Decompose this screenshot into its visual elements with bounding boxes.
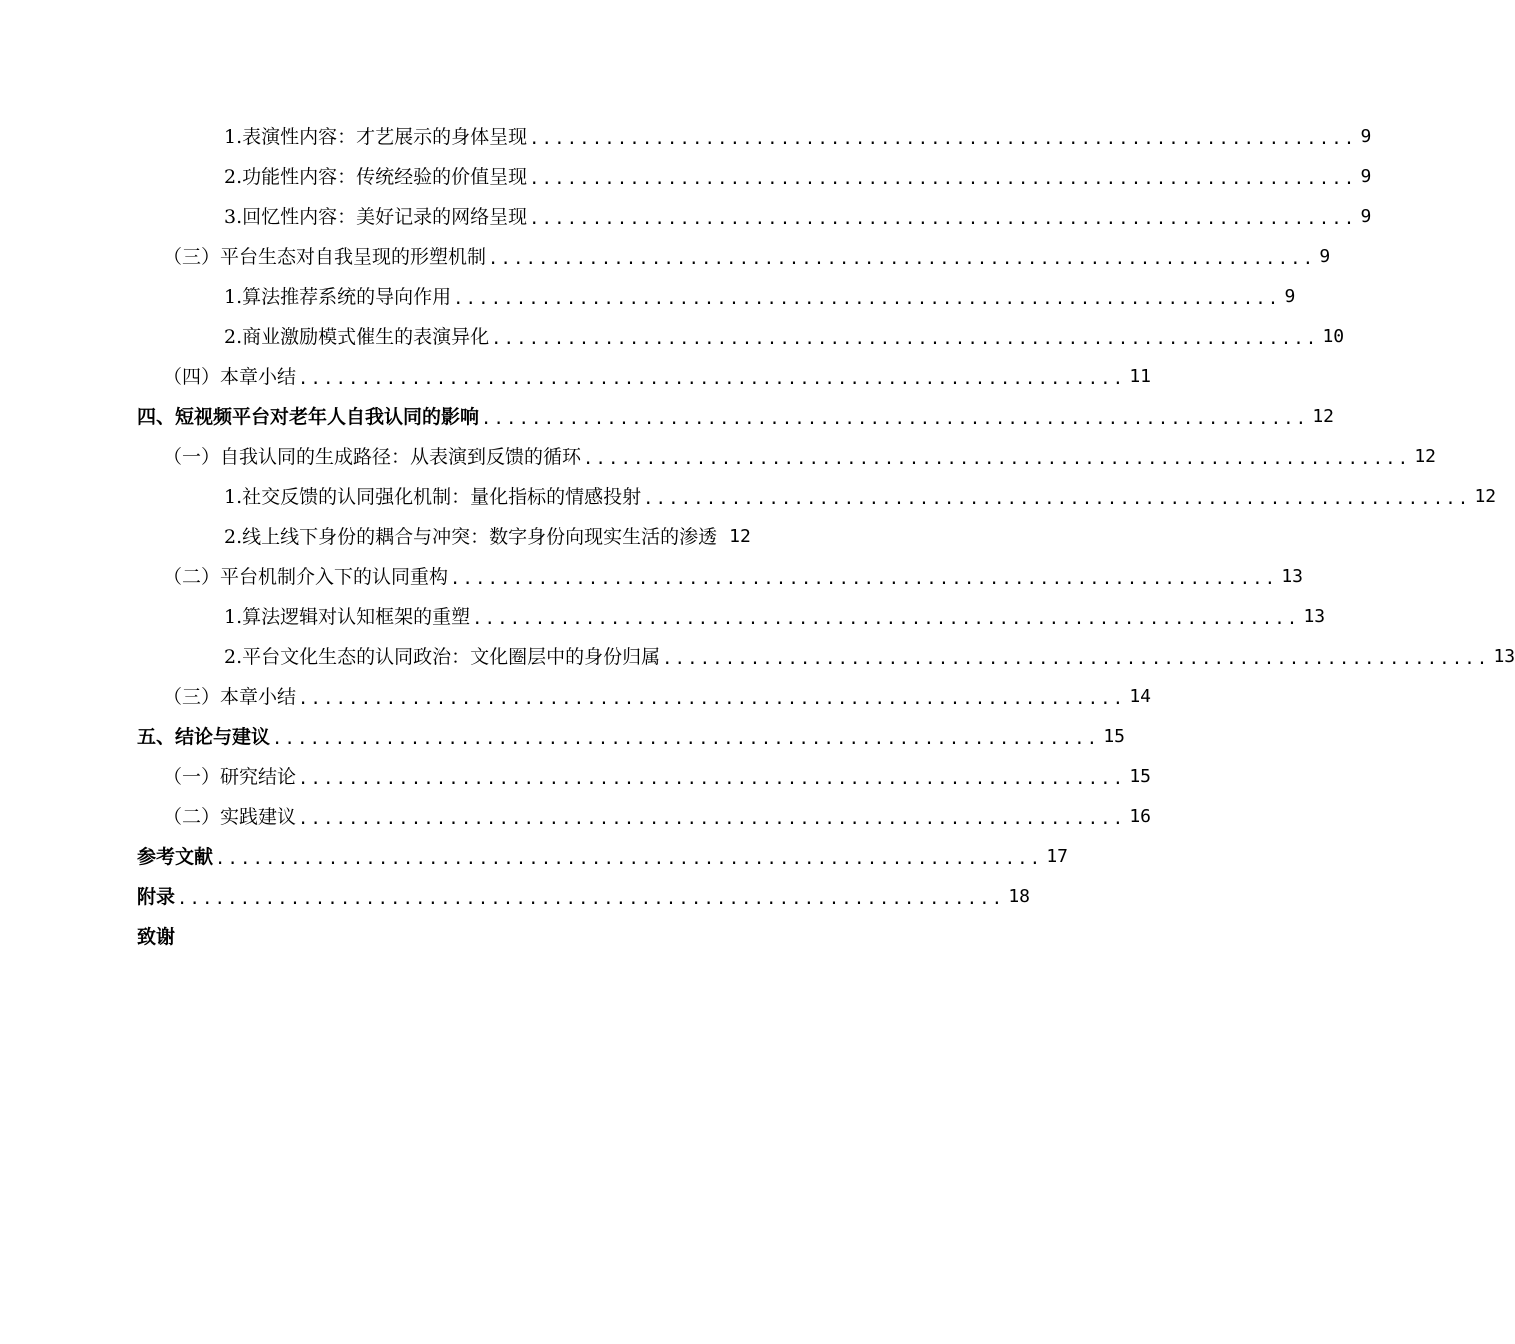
- toc-entry[interactable]: [0, 477, 1497, 517]
- toc-entry[interactable]: [0, 197, 1372, 237]
- toc-entry[interactable]: [0, 237, 1331, 277]
- toc-entry-title: 2.线上线下身份的耦合与冲突：数字身份向现实生活的渗透: [224, 526, 718, 548]
- toc-entry-title: （一）自我认同的生成路径：从表演到反馈的循环: [163, 446, 582, 468]
- toc-entry[interactable]: [0, 637, 1515, 677]
- table-of-contents: [0, 117, 1515, 957]
- toc-entry-title: （三）平台生态对自我呈现的形塑机制: [163, 246, 487, 268]
- toc-page-number: 16: [1129, 806, 1152, 827]
- toc-entry-title: 1.算法推荐系统的导向作用: [224, 286, 452, 308]
- toc-page-number: 13: [1493, 646, 1515, 667]
- toc-entry-title: （二）实践建议: [163, 806, 297, 828]
- toc-dot-leader: ..................................................................: [450, 569, 1278, 589]
- toc-page-number: 18: [1008, 886, 1031, 907]
- toc-page-number: 15: [1129, 766, 1152, 787]
- toc-page-number: 13: [1303, 606, 1326, 627]
- toc-chapter-entry[interactable]: [0, 717, 1126, 757]
- toc-entry-title: 2.功能性内容：传统经验的价值呈现: [224, 166, 528, 188]
- toc-entry[interactable]: [0, 317, 1345, 357]
- toc-entry-title: （二）平台机制介入下的认同重构: [163, 566, 449, 588]
- toc-entry[interactable]: [0, 117, 1372, 157]
- toc-entry[interactable]: [0, 677, 1152, 717]
- toc-entry-title: 2.平台文化生态的认同政治：文化圈层中的身份归属: [224, 646, 661, 668]
- toc-chapter-entry[interactable]: [0, 397, 1335, 437]
- toc-entry-title: 2.商业激励模式催生的表演异化: [224, 326, 490, 348]
- toc-entry-title: （三）本章小结: [163, 686, 297, 708]
- toc-dot-leader: ..................................................................: [177, 889, 1005, 909]
- toc-entry-title: 四、短视频平台对老年人自我认同的影响: [137, 406, 480, 428]
- toc-dot-leader: ..................................................................: [481, 409, 1309, 429]
- toc-page-number: 9: [1360, 166, 1372, 187]
- toc-page-number: 14: [1129, 686, 1152, 707]
- toc-entry-title: 1.算法逻辑对认知框架的重塑: [224, 606, 471, 628]
- toc-dot-leader: ..................................................................: [298, 769, 1126, 789]
- toc-dot-leader: ..................................................................: [272, 729, 1100, 749]
- toc-entry-title: 参考文献: [137, 846, 214, 868]
- toc-page-number: 13: [1281, 566, 1304, 587]
- toc-chapter-entry[interactable]: [0, 917, 950, 957]
- toc-entry[interactable]: [0, 437, 1437, 477]
- toc-dot-leader: ..................................................................: [529, 209, 1357, 229]
- toc-dot-leader: ..................................................................: [453, 289, 1281, 309]
- toc-page-number: 9: [1284, 286, 1296, 307]
- toc-dot-leader: ..................................................................: [491, 329, 1319, 349]
- toc-page-number: 12: [1474, 486, 1497, 507]
- toc-page-number: 17: [1046, 846, 1069, 867]
- toc-entry-title: （四）本章小结: [163, 366, 297, 388]
- toc-entry-title: 1.表演性内容：才艺展示的身体呈现: [224, 126, 528, 148]
- toc-entry[interactable]: [0, 797, 1152, 837]
- toc-entry[interactable]: [0, 157, 1372, 197]
- toc-dot-leader: ..................................................................: [215, 849, 1043, 869]
- toc-chapter-entry[interactable]: [0, 877, 1031, 917]
- toc-chapter-entry[interactable]: [0, 837, 1069, 877]
- toc-entry-title: 1.社交反馈的认同强化机制：量化指标的情感投射: [224, 486, 642, 508]
- toc-dot-leader: ..................................................................: [298, 809, 1126, 829]
- toc-page-number: 11: [1129, 366, 1152, 387]
- toc-entry-title: 致谢: [137, 926, 176, 948]
- toc-page-number: 12: [1312, 406, 1335, 427]
- toc-entry-title: 附录: [137, 886, 176, 908]
- toc-dot-leader: ..................................................................: [529, 129, 1357, 149]
- toc-entry-title: 3.回忆性内容：美好记录的网络呈现: [224, 206, 528, 228]
- toc-dot-leader: ..................................................................: [662, 649, 1490, 669]
- toc-page-number: 9: [1319, 246, 1331, 267]
- toc-entry[interactable]: [0, 357, 1152, 397]
- toc-page-number: 10: [1322, 326, 1345, 347]
- toc-page-number: 12: [729, 526, 751, 547]
- toc-page-number: 15: [1103, 726, 1126, 747]
- toc-page-number: 12: [1414, 446, 1437, 467]
- toc-entry[interactable]: [0, 757, 1152, 797]
- toc-dot-leader: ..................................................................: [529, 169, 1357, 189]
- toc-entry[interactable]: [0, 597, 1326, 637]
- toc-entry[interactable]: [0, 277, 1296, 317]
- toc-entry[interactable]: [0, 517, 950, 557]
- toc-dot-leader: ..................................................................: [643, 489, 1471, 509]
- toc-entry-title: 五、结论与建议: [137, 726, 271, 748]
- toc-dot-leader: ..................................................................: [298, 689, 1126, 709]
- toc-dot-leader: ..................................................................: [488, 249, 1316, 269]
- toc-page-number: 9: [1360, 126, 1372, 147]
- toc-dot-leader: ..................................................................: [298, 369, 1126, 389]
- toc-page-number: 9: [1360, 206, 1372, 227]
- toc-dot-leader: ..................................................................: [472, 609, 1300, 629]
- toc-entry[interactable]: [0, 557, 1304, 597]
- toc-dot-leader: ..................................................................: [583, 449, 1411, 469]
- toc-entry-title: （一）研究结论: [163, 766, 297, 788]
